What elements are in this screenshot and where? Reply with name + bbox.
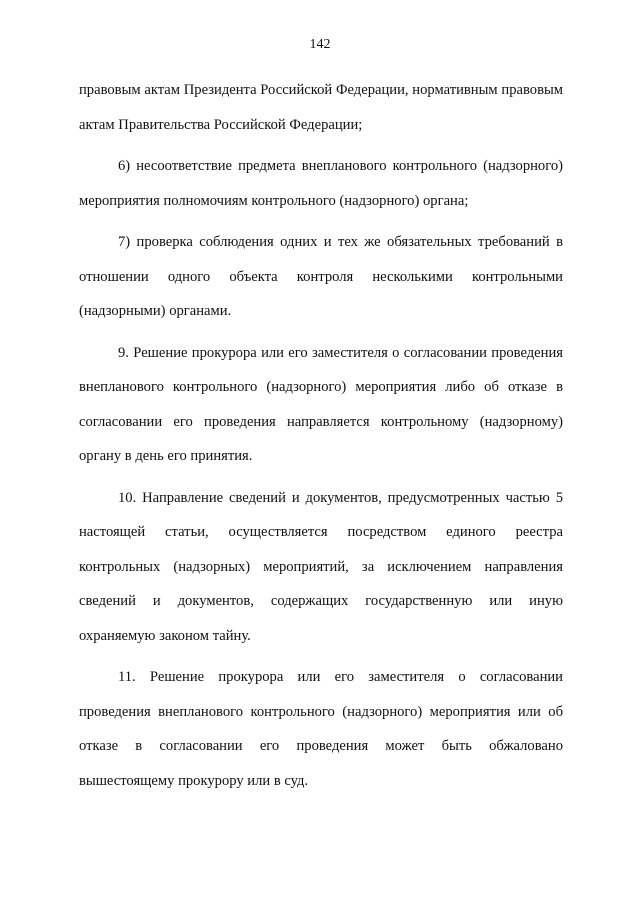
document-body (79, 73, 563, 805)
paragraph-continuation: правовым актам Президента Российской Федерации, нормативным правовым актам Правительства Российской Федерации; (79, 82, 563, 133)
paragraph-clause-9: 9. Решение прокурора или его заместителя о согласовании проведения внепланового контрольного (надзорного) мероприятия либо об отказе в согласовании его проведения направляется контрольному (надзорному) органу в день его принятия. (79, 344, 563, 464)
page-number: 142 (309, 37, 331, 52)
paragraph-clause-11: 11. Решение прокурора или его заместителя о согласовании проведения внепланового контрольного (надзорного) мероприятия или об отказе в согласовании его проведения может быть обжаловано вышестоящему прокурору или в суд. (79, 669, 563, 789)
paragraph-item-6: 6) несоответствие предмета внепланового контрольного (надзорного) мероприятия полномочиям контрольного (надзорного) органа; (79, 158, 563, 209)
paragraph-item-7: 7) проверка соблюдения одних и тех же обязательных требований в отношении одного объекта контроля несколькими контрольными (надзорными) органами. (79, 234, 563, 319)
paragraph-clause-10: 10. Направление сведений и документов, предусмотренных частью 5 настоящей статьи, осуществляется посредством единого реестра контрольных (надзорных) мероприятий, за исключением направления сведений и документов, содержащих государственную или иную охраняемую законом тайну. (79, 489, 563, 644)
